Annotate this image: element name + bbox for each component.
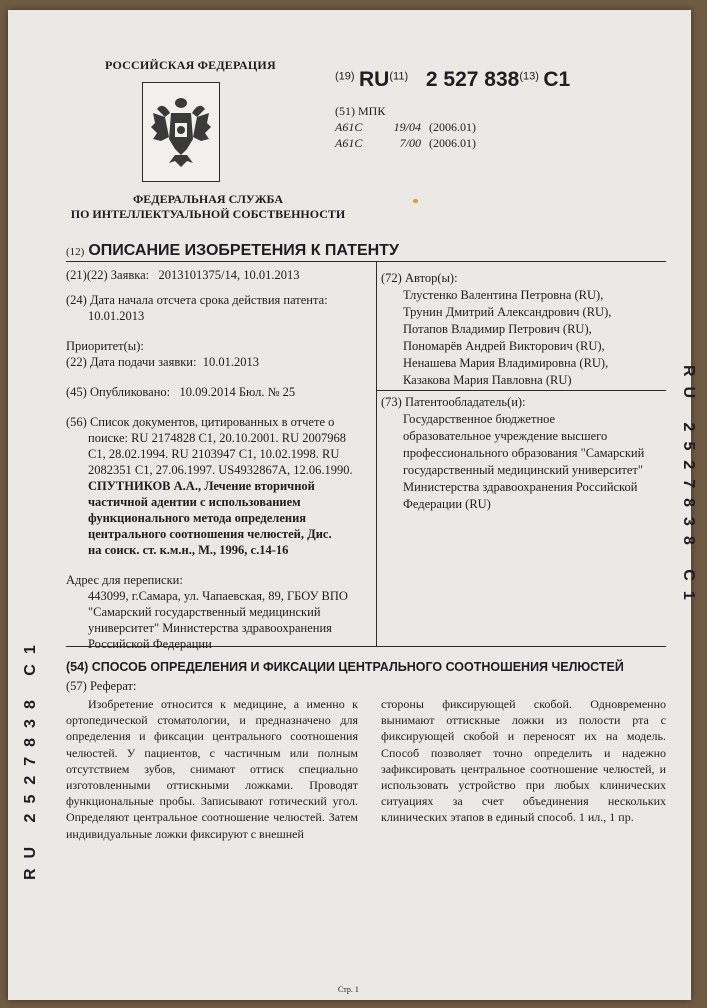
agency-line-2: ПО ИНТЕЛЛЕКТУАЛЬНОЙ СОБСТВЕННОСТИ xyxy=(70,207,346,221)
code-11: (11) xyxy=(389,70,409,83)
column-divider xyxy=(376,261,377,646)
filing-field xyxy=(66,354,371,370)
priority-label: Приоритет(ы): xyxy=(66,339,144,353)
side-patent-code-left: RU 2527838 C1 xyxy=(22,635,39,880)
ipc-row xyxy=(335,119,476,135)
abstract-right-text: стороны фиксирующей скобой. Одновременно вынимают оттискные ложки из полости рта с фиксирующей скобой и переносят их на модель. Способ позволяет точно определить и надежно зафиксировать центральное соотношение челюстей, и использовать устройство при любых клинических ситуациях за счет объединения нескольких клинических этапов в единый способ. 1 ил., 1 пр. xyxy=(381,697,666,825)
ipc-label: (51) МПК xyxy=(335,104,386,118)
application-field xyxy=(66,267,371,283)
author-name: Ненашева Мария Владимировна (RU), xyxy=(403,356,609,370)
address-line: университет" Министерства здравоохранения xyxy=(88,621,332,635)
ipc-version: (2006.01) xyxy=(429,136,476,150)
term-label: (24) Дата начала отсчета срока действия патента: xyxy=(66,293,328,307)
ipc-class: A61C xyxy=(335,120,363,134)
address-line: "Самарский государственный медицинский xyxy=(88,605,321,619)
code-19: (19) xyxy=(335,70,355,83)
patent-number-block xyxy=(335,68,570,92)
citation-line: частичной адентии с использованием xyxy=(88,495,301,509)
kind-code: C1 xyxy=(543,68,571,91)
citation-line: центрального соотношения челюстей, Дис. xyxy=(88,527,332,541)
side-patent-code-right: RU 2527838 C1 xyxy=(680,365,697,610)
invention-title: (54) СПОСОБ ОПРЕДЕЛЕНИЯ И ФИКСАЦИИ ЦЕНТРАЛЬНОГО СООТНОШЕНИЯ ЧЕЛЮСТЕЙ xyxy=(66,660,624,674)
citation-line: C1, 28.02.1994. RU 2103947 C1, 10.02.1998. RU xyxy=(88,447,340,461)
country-code: RU xyxy=(359,68,390,91)
owner-line: образовательное учреждение высшего xyxy=(403,429,608,443)
owner-line: Государственное бюджетное xyxy=(403,412,556,426)
paper-stain xyxy=(413,199,418,203)
author-name: Пономарёв Андрей Викторович (RU), xyxy=(403,339,605,353)
abstract-left-text: Изобретение относится к медицине, а именно к ортопедической стоматологии, и предназначено для определения и фиксации центрального соотношения челюстей. У пациентов, с частичным или полным отсутствием зубов, снимают оттиск специально изготовленными оттискными ложками. Проводят функциональные пробы. Записывают готический угол. Определяют центральное соотношение челюстей. Затем индивидуальные ложки фиксируют с внешней xyxy=(66,697,358,841)
title-code: (12) xyxy=(66,246,85,258)
owner-block xyxy=(381,394,666,513)
published-value: 10.09.2014 Бюл. № 25 xyxy=(179,385,296,399)
agency-line-1: ФЕДЕРАЛЬНАЯ СЛУЖБА xyxy=(133,192,283,206)
divider-authors xyxy=(376,390,666,391)
published-label: (45) Опубликовано: xyxy=(66,385,171,399)
citation-line: на соиск. ст. к.м.н., М., 1996, с.14-16 xyxy=(88,543,289,557)
double-headed-eagle-icon xyxy=(143,83,219,181)
country-name: РОССИЙСКАЯ ФЕДЕРАЦИЯ xyxy=(105,58,276,72)
ipc-row xyxy=(335,135,476,151)
ipc-group: 7/00 xyxy=(399,136,421,150)
coat-of-arms-emblem xyxy=(142,82,220,182)
address-line: 443099, г.Самара, ул. Чапаевская, 89, ГБОУ ВПО xyxy=(88,589,348,603)
bibliographic-right-column xyxy=(381,270,666,389)
term-value: 10.01.2013 xyxy=(88,309,145,323)
code-13: (13) xyxy=(519,70,539,83)
patent-number: 2 527 838 xyxy=(425,68,520,91)
filing-label: (22) Дата подачи заявки: xyxy=(66,355,197,369)
document-title xyxy=(66,242,399,260)
application-value: 2013101375/14, 10.01.2013 xyxy=(158,268,300,282)
ipc-class: A61C xyxy=(335,136,363,150)
agency-name xyxy=(53,192,363,222)
page-number: Стр. 1 xyxy=(338,985,359,994)
ipc-group: 19/04 xyxy=(393,120,421,134)
author-name: Трунин Дмитрий Александрович (RU), xyxy=(403,305,612,319)
citations-label: (56) Список документов, цитированных в отчете о xyxy=(66,415,335,429)
citation-line: функционального метода определения xyxy=(88,511,307,525)
author-name: Потапов Владимир Петрович (RU), xyxy=(403,322,592,336)
owner-label: (73) Патентообладатель(и): xyxy=(381,395,526,409)
owner-line: Министерства здравоохранения Российской xyxy=(403,480,638,494)
author-name: Казакова Мария Павловна (RU) xyxy=(403,373,572,387)
title-text: ОПИСАНИЕ ИЗОБРЕТЕНИЯ К ПАТЕНТУ xyxy=(88,242,399,259)
ipc-block xyxy=(335,103,476,151)
application-label: (21)(22) Заявка: xyxy=(66,268,150,282)
authors-label: (72) Автор(ы): xyxy=(381,271,458,285)
citation-line: СПУТНИКОВ А.А., Лечение вторичной xyxy=(88,479,315,493)
published-field xyxy=(66,384,371,400)
citation-line: 2082351 C1, 27.06.1997. US4932867A, 12.06.1990. xyxy=(88,463,353,477)
author-name: Тлустенко Валентина Петровна (RU), xyxy=(403,288,604,302)
owner-line: государственный медицинский университет" xyxy=(403,463,643,477)
filing-value: 10.01.2013 xyxy=(202,355,259,369)
bibliographic-left-column xyxy=(66,267,371,652)
ipc-version: (2006.01) xyxy=(429,120,476,134)
citation-line: поиске: RU 2174828 C1, 20.10.2001. RU 2007968 xyxy=(88,431,347,445)
owner-line: профессионального образования "Самарский xyxy=(403,446,645,460)
abstract-label: (57) Реферат: xyxy=(66,679,137,693)
patent-page xyxy=(8,10,691,1000)
divider-top xyxy=(66,261,666,262)
address-label: Адрес для переписки: xyxy=(66,573,183,587)
owner-line: Федерации (RU) xyxy=(403,497,491,511)
address-line: Российской Федерации xyxy=(88,637,212,651)
